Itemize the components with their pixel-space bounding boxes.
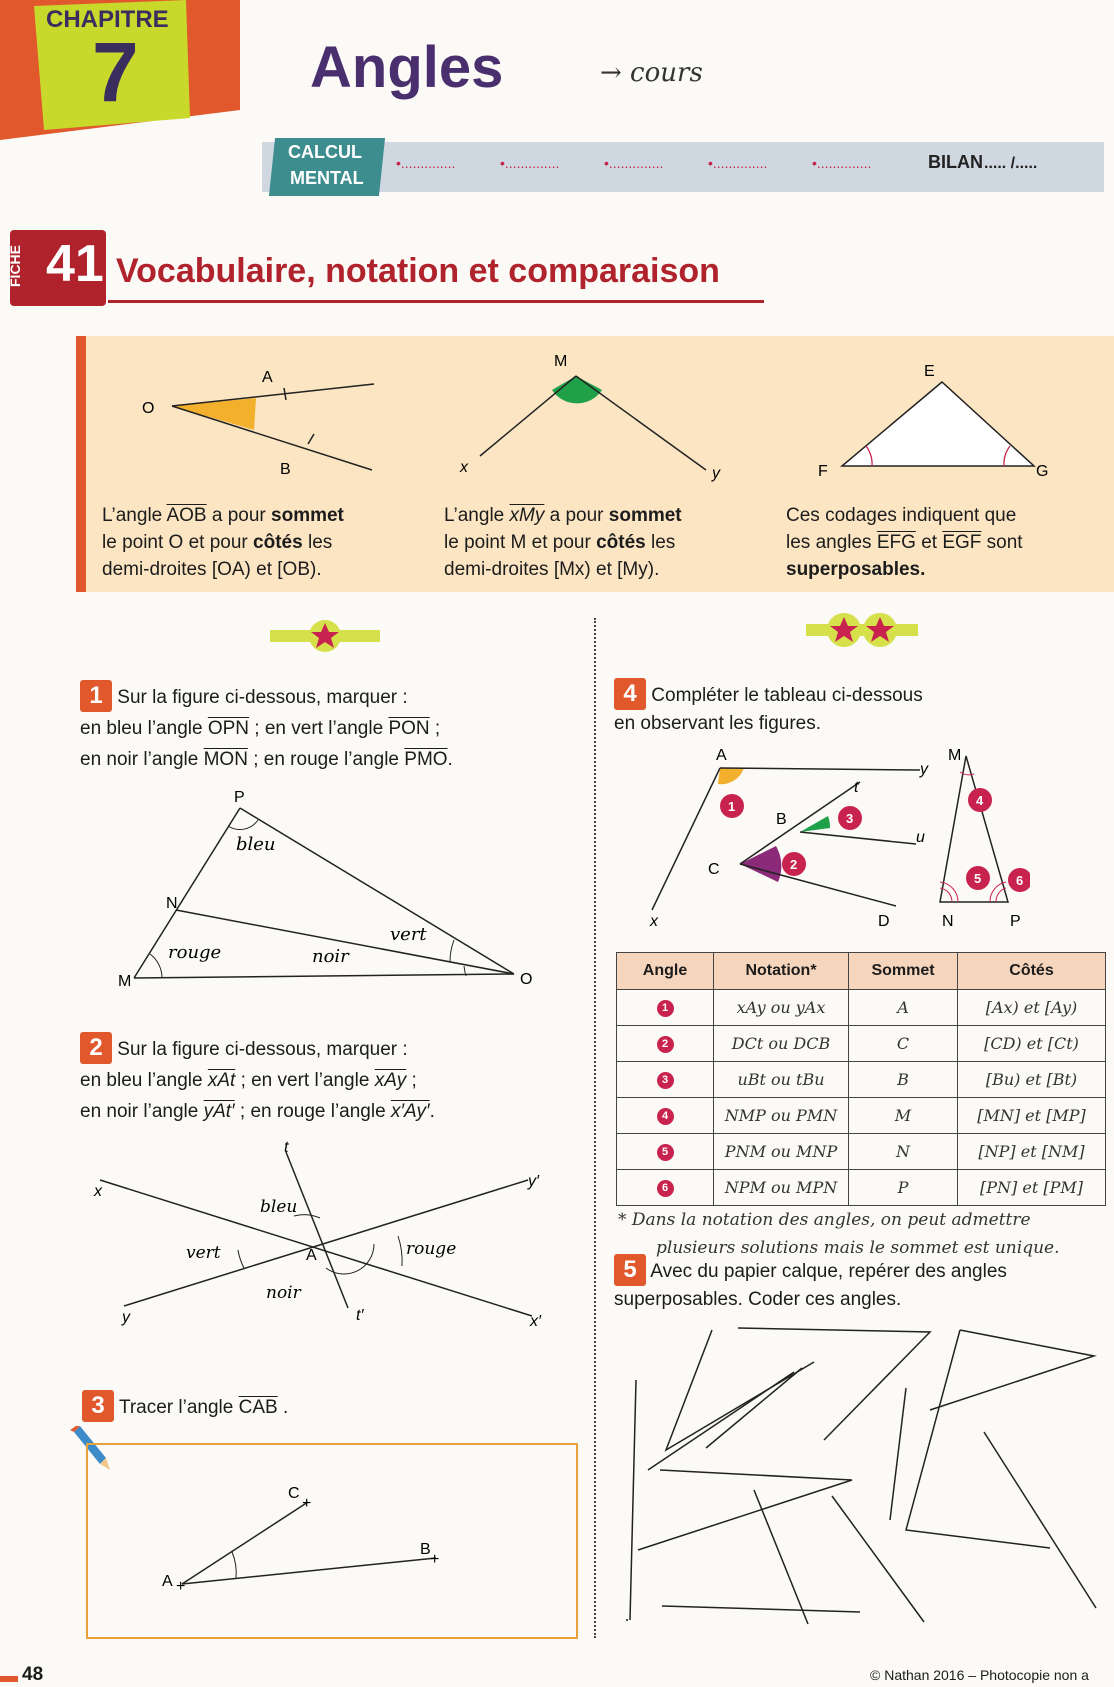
- calcul-mental-label-2: MENTAL: [290, 168, 364, 188]
- fig-label-x: x: [460, 459, 468, 476]
- exercise-3: 3 Tracer l’angle $\overline{CAB}$ .: [82, 1390, 288, 1422]
- svg-text:y′: y′: [528, 1173, 539, 1190]
- svg-text:y: y: [920, 761, 928, 778]
- calcul-blank-3[interactable]: •..............: [604, 155, 664, 171]
- fig-label-B: B: [280, 461, 291, 478]
- definition-aob: L’angle $\overline{AOB}$ a pour sommet le point O et pour côtés les demi-droites [OA) et [OB).: [102, 505, 344, 580]
- table-footnote-1: * Dans la notation des angles, on peut admettre: [618, 1210, 1031, 1230]
- angle-table: [616, 952, 1106, 1206]
- table-footnote-2: plusieurs solutions mais le sommet est unique.: [656, 1238, 1060, 1258]
- table-header-cotes: Côtés: [958, 953, 1106, 990]
- fig-label-A: A: [262, 369, 273, 386]
- calcul-blank-2[interactable]: •..............: [500, 155, 560, 171]
- ray-oa: [172, 384, 374, 406]
- svg-text:x′: x′: [530, 1313, 541, 1330]
- svg-text:B: B: [420, 1541, 431, 1558]
- ray-mx: [480, 376, 576, 456]
- fiche-tag: FICHE: [7, 245, 23, 287]
- exercise-5: 5 Avec du papier calque, repérer des angles superposables. Coder ces angles.: [614, 1256, 1007, 1310]
- table-row: 5 PNM ou MNP N [NP] et [NM]: [617, 1134, 1106, 1170]
- exercise-1-number: 1: [80, 680, 112, 712]
- angle-notation: $\overline{AOB}$: [166, 505, 207, 526]
- table-header-notation: Notation*: [714, 953, 849, 990]
- fig-label-O: O: [142, 400, 155, 417]
- calcul-blank-4[interactable]: •..............: [708, 155, 768, 171]
- svg-text:+: +: [176, 1578, 186, 1595]
- svg-text:N: N: [942, 913, 954, 930]
- svg-text:noir: noir: [266, 1283, 301, 1303]
- exercise-3-figure: [150, 1480, 470, 1610]
- svg-text:x: x: [650, 913, 658, 930]
- calcul-blank-5[interactable]: •..............: [812, 155, 872, 171]
- svg-text:O: O: [520, 971, 533, 988]
- svg-text:P: P: [234, 790, 245, 806]
- svg-text:3: 3: [846, 811, 854, 826]
- fiche-title: Vocabulaire, notation et comparaison: [116, 252, 720, 290]
- svg-text:+: +: [302, 1495, 312, 1512]
- svg-text:P: P: [1010, 913, 1021, 930]
- svg-text:u: u: [916, 829, 925, 846]
- exercise-3-number: 3: [82, 1390, 114, 1422]
- svg-text:1: 1: [728, 799, 736, 814]
- difficulty-one-star: [270, 620, 380, 652]
- exercise-2-number: 2: [80, 1032, 112, 1064]
- svg-text:M: M: [948, 747, 962, 764]
- svg-text:5: 5: [974, 871, 982, 886]
- ray-my: [576, 376, 706, 470]
- exercise-1: 1 Sur la figure ci-dessous, marquer : en bleu l’angle $\overline{OPN}$ ; en vert l’angle $\overline{PON}$ ; en noir l’angle $\overline{MON}$ ; en rouge l’angle $\overline{PMO}$.: [80, 682, 453, 770]
- fig-label-F: F: [818, 463, 828, 480]
- exercise-5-number: 5: [614, 1254, 646, 1286]
- svg-text:t: t: [854, 779, 859, 796]
- definition-xmy: L’angle $\overline{xMy}$ a pour sommet le point M et pour côtés les demi-droites [Mx) et [My).: [444, 505, 682, 580]
- ex4-angle-badges: [670, 782, 1030, 932]
- svg-text:t′: t′: [356, 1307, 364, 1324]
- ray-ob: [172, 406, 372, 470]
- exercise-4: 4 Compléter le tableau ci-dessous en observant les figures.: [614, 680, 923, 734]
- table-header-angle: Angle: [617, 953, 714, 990]
- exercise-2: 2 Sur la figure ci-dessous, marquer : en bleu l’angle $\overline{xAt}$ ; en vert l’angle $\overline{xAy}$ ; en noir l’angle yAt′ ; en rouge l’angle x′Ay′.: [80, 1034, 435, 1122]
- title-handnote: → cours: [600, 58, 703, 88]
- svg-text:M: M: [118, 973, 132, 990]
- page-title: Angles: [310, 35, 504, 100]
- table-header-sommet: Sommet: [849, 953, 958, 990]
- bilan-value[interactable]: ..... /.....: [984, 155, 1038, 172]
- bilan-label: BILAN: [928, 152, 983, 172]
- angle-notation: $\overline{xMy}$: [509, 505, 545, 526]
- svg-text:+: +: [430, 1551, 440, 1568]
- svg-text:6: 6: [1016, 873, 1024, 888]
- svg-text:rouge: rouge: [406, 1239, 457, 1259]
- svg-text:A: A: [716, 747, 727, 764]
- page-number-marker: [0, 1676, 18, 1682]
- svg-text:4: 4: [976, 793, 984, 808]
- svg-text:x: x: [94, 1183, 102, 1200]
- svg-text:bleu: bleu: [260, 1197, 298, 1217]
- fig-label-E: E: [924, 363, 935, 380]
- exercise-2-figure: [80, 1140, 560, 1330]
- svg-text:rouge: rouge: [168, 942, 222, 963]
- page-number: 48: [22, 1664, 44, 1685]
- column-divider: [594, 618, 596, 1638]
- svg-text:N: N: [166, 895, 178, 912]
- calcul-mental-label-1: CALCUL: [288, 142, 362, 162]
- table-row: 3 uBt ou tBu B [Bu) et [Bt): [617, 1062, 1106, 1098]
- svg-text:A: A: [162, 1573, 173, 1590]
- fiche-title-underline: [108, 300, 764, 303]
- table-row: 4 NMP ou PMN M [MN] et [MP]: [617, 1098, 1106, 1134]
- svg-text:vert: vert: [390, 924, 427, 945]
- table-row: 1 xAy ou yAx A [Ax) et [Ay): [617, 990, 1106, 1026]
- calcul-blank-1[interactable]: •..............: [396, 155, 456, 171]
- fig-label-G: G: [1036, 463, 1049, 480]
- calcul-blanks: [396, 155, 916, 171]
- svg-text:B: B: [776, 811, 787, 828]
- fig-label-M: M: [554, 353, 568, 370]
- svg-text:y: y: [122, 1309, 130, 1326]
- svg-text:2: 2: [790, 857, 798, 872]
- exercise-4-number: 4: [614, 678, 646, 710]
- svg-text:D: D: [878, 913, 890, 930]
- copyright: © Nathan 2016 – Photocopie non a: [870, 1667, 1089, 1683]
- fiche-number: 41: [46, 235, 104, 293]
- svg-text:t: t: [284, 1140, 289, 1156]
- chapter-label: CHAPITRE: [46, 6, 169, 33]
- svg-text:vert: vert: [186, 1243, 221, 1263]
- exercise-1-figure: [110, 790, 550, 990]
- chapter-number: 7: [92, 25, 139, 119]
- exercise-5-figure: [620, 1320, 1110, 1640]
- svg-text:C: C: [288, 1485, 300, 1502]
- table-row: 2 DCt ou DCB C [CD) et [Ct): [617, 1026, 1106, 1062]
- table-row: 6 NPM ou MPN P [PN] et [PM]: [617, 1170, 1106, 1206]
- definition-efg: Ces codages indiquent que les angles $\overline{EFG}$ et $\overline{EGF}$ sont superposables.: [786, 505, 1023, 580]
- fig-label-y: y: [712, 465, 720, 482]
- definition-box: [76, 336, 1114, 592]
- svg-text:C: C: [708, 861, 720, 878]
- svg-text:bleu: bleu: [236, 834, 276, 855]
- definition-figures: [86, 336, 1106, 486]
- angle-aob-fill: [172, 398, 256, 430]
- difficulty-two-stars: [806, 612, 918, 648]
- svg-text:A: A: [306, 1247, 317, 1264]
- svg-text:noir: noir: [312, 946, 349, 967]
